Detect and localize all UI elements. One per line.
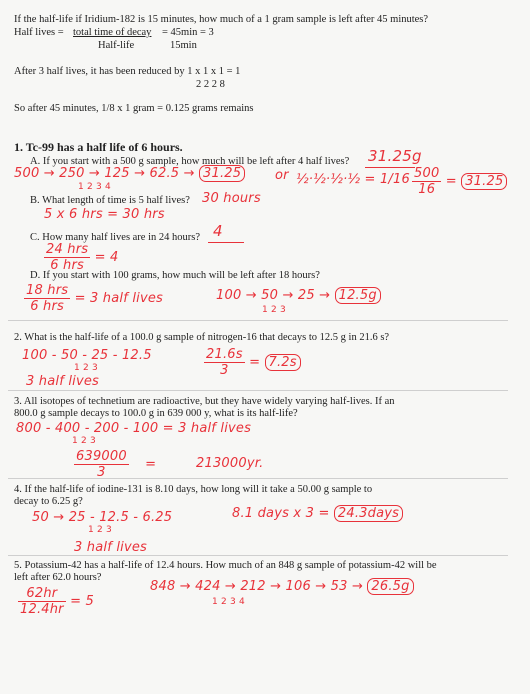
q1-title: 1. Tc-99 has a half life of 6 hours.: [14, 140, 183, 154]
q3-line2: 800.0 g sample decays to 100.0 g in 639 000 y, what is its half-life?: [14, 408, 298, 419]
after-three-half-lives: After 3 half lives, it has been reduced by 1 x 1 x 1 = 1: [14, 66, 241, 77]
q1d-numerator: 18 hrs: [26, 283, 69, 298]
q4-chain-index: 1 2 3: [88, 525, 112, 535]
q1c-equals: = 4: [94, 250, 119, 265]
q1b-answer: 30 hours: [202, 191, 261, 206]
q1d-question: D. If you start with 100 grams, how much will be left after 18 hours?: [30, 270, 320, 281]
q5-result: 26.5g: [367, 578, 413, 595]
q2-denominator: 3: [220, 363, 229, 378]
q3-chain: 800 - 400 - 200 - 100 = 3 half lives: [16, 421, 252, 436]
intro-conclusion: So after 45 minutes, 1/8 x 1 gram = 0.125 grams remains: [14, 103, 254, 114]
q1a-division-result: 31.25: [461, 173, 507, 190]
half-lives-denominator: Half-life: [98, 40, 135, 51]
q5-division: [18, 586, 94, 617]
q3-line1: 3. All isotopes of technetium are radioactive, but they have widely varying half-lives. If an: [14, 396, 395, 407]
q1d-work: [24, 283, 163, 314]
q4-chain: 50 → 25 - 12.5 - 6.25: [32, 510, 173, 525]
q1a-fraction-product: ½·½·½·½ = 1/16: [296, 172, 410, 187]
q1a-or: or: [275, 168, 289, 183]
q2-result: 7.2s: [265, 354, 301, 371]
q1c-numerator: 24 hrs: [46, 242, 89, 257]
q5-denominator: 12.4hr: [20, 602, 64, 617]
q1a-chain-index: 1 2 3 4: [78, 182, 111, 192]
q4-line2: decay to 6.25 g?: [14, 496, 83, 507]
q1d-chain: 100 → 50 → 25 → 12.5g: [216, 288, 381, 303]
q5-chain: 848 → 424 → 212 → 106 → 53 → 26.5g: [150, 579, 414, 594]
q1d-result: 12.5g: [335, 287, 381, 304]
q1b-work: 5 x 6 hrs = 30 hrs: [44, 207, 165, 222]
q1c-work: [44, 242, 118, 273]
q4-result: 24.3days: [334, 505, 403, 522]
q4-line1: 4. If the half-life of iodine-131 is 8.10 days, how long will it take a 50.00 g sample to: [14, 484, 373, 495]
after-three-denominators: 2 2 2 8: [196, 79, 225, 90]
q5-numerator: 62hr: [18, 586, 66, 602]
intro-question: If the half-life if Iridium-182 is 15 minutes, how much of a 1 gram sample is left after 45 minutes?: [14, 14, 429, 25]
q1c-denominator: 6 hrs: [50, 258, 84, 273]
q3-division: [74, 449, 168, 480]
q1d-chain-index: 1 2 3: [262, 305, 286, 315]
q1a-chain-result: 31.25: [199, 165, 245, 182]
q3-numerator: 639000: [76, 449, 127, 464]
half-lives-prefix: Half lives =: [14, 27, 64, 38]
q5-line2: left after 62.0 hours?: [14, 572, 102, 583]
q4-hl-label: 3 half lives: [74, 540, 148, 555]
q2-question: 2. What is the half-life of a 100.0 g sample of nitrogen-16 that decays to 12.5 g in 21.6 s?: [14, 332, 390, 343]
q1d-denominator: 6 hrs: [30, 299, 64, 314]
q2-chain-index: 1 2 3: [74, 363, 98, 373]
q1a-division-denominator: 16: [418, 182, 436, 197]
q1a-answer: 31.25g: [368, 147, 422, 165]
q2-division: [204, 347, 301, 378]
q1a-question: A. If you start with a 500 g sample, how much will be left after 4 half lives?: [30, 156, 350, 167]
q5-equals: = 5: [70, 594, 94, 609]
q1d-equals: = 3 half lives: [74, 291, 164, 306]
q1b-question: B. What length of time is 5 half lives?: [30, 195, 190, 206]
q5-chain-index: 1 2 3 4: [212, 597, 245, 607]
q1a-division-numerator: 500: [414, 166, 440, 181]
q1a-division: $\frac{500}{16}$ = 31.25: [412, 166, 507, 197]
q2-equals: =: [249, 355, 261, 370]
q1c-question: C. How many half lives are in 24 hours?: [30, 232, 201, 243]
q3-answer: 213000yr.: [196, 456, 264, 471]
q3-equals: =: [145, 457, 157, 472]
q2-numerator: 21.6s: [206, 347, 243, 362]
q3-chain-index: 1 2 3: [72, 436, 96, 446]
q1c-answer: 4: [213, 222, 223, 240]
q2-hl-label: 3 half lives: [26, 374, 100, 389]
q4-calc: [232, 506, 403, 521]
q3-denominator: 3: [97, 465, 106, 480]
half-lives-numerator: total time of decay: [73, 27, 152, 38]
half-lives-min: 15min: [170, 40, 197, 51]
q4-calc-text: 8.1 days x 3 =: [232, 506, 330, 521]
half-lives-equation: = 45min = 3: [162, 27, 214, 38]
q1a-chain: 500 → 250 → 125 → 62.5 → 31.25: [14, 166, 245, 181]
q5-line1: 5. Potassium-42 has a half-life of 12.4 hours. How much of an 848 g sample of potassium-42 will be: [14, 560, 437, 571]
q2-chain: 100 - 50 - 25 - 12.5: [22, 348, 152, 363]
